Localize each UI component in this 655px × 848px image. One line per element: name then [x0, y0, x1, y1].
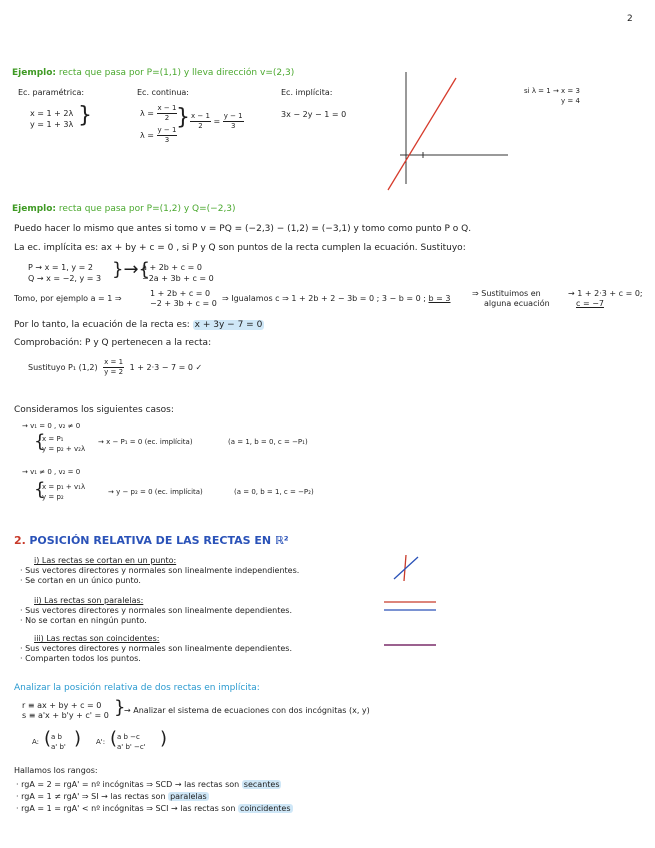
substitution-system: [142, 262, 214, 284]
intersecting-lines-icon: [380, 553, 440, 583]
cont-eq-den1: 2: [198, 122, 203, 130]
take-system: [150, 289, 217, 309]
take-result: [568, 289, 643, 309]
rank-case3: [16, 803, 293, 815]
substitution-points: [28, 262, 101, 284]
param-equations: [30, 108, 73, 130]
page-number: 2: [627, 14, 633, 24]
continuous-title: Ec. continua:: [137, 88, 189, 97]
conclusion-text: Por lo tanto, la ecuación de la recta es:: [14, 320, 190, 330]
case2-system: [42, 482, 85, 502]
case1-coef: (a = 1, b = 0, c = −P₁): [228, 438, 308, 446]
matrix-ap: [117, 732, 146, 752]
take-res-text: → 1 + 2·3 + c = 0;: [568, 289, 643, 298]
case2-result: → y − p₂ = 0 (ec. implícita): [108, 488, 203, 496]
cont-eq-frac2: [223, 112, 244, 131]
take-sub2-text: alguna ecuación: [484, 299, 550, 308]
example-line: [388, 78, 456, 190]
case-ii-bullet1: · Sus vectores directores y normales son linealmente dependientes.: [20, 606, 292, 615]
example1-label: Ejemplo:: [12, 68, 57, 78]
matrix-ap-paren-left: (: [110, 728, 118, 749]
continuous-brace: }: [176, 105, 190, 130]
example2-line1: Puedo hacer lo mismo que antes si tomo v = PQ = (−2,3) − (1,2) = (−3,1) y tomo como punto P o Q.: [14, 224, 472, 234]
system-eq2: −2a + 3b + c = 0: [142, 274, 214, 283]
example2-text: recta que pasa por P=(1,2) y Q=(−2,3): [58, 204, 236, 214]
system-arrow-brace: }→{: [112, 259, 150, 280]
coincident-lines-icon: [384, 640, 444, 650]
section2-heading: [14, 534, 289, 547]
lambda2-label: λ =: [140, 131, 154, 140]
example2-line2: La ec. implícita es: ax + by + c = 0 , si P y Q son puntos de la recta cumplen la ecuación. Sustituyo:: [14, 243, 466, 253]
example2-label: Ejemplo:: [12, 204, 57, 214]
b-result: b = 3: [428, 294, 451, 303]
case1-system: [42, 434, 85, 454]
cont-eq-frac1: [190, 112, 211, 131]
case-ii-block: [20, 596, 292, 626]
case-i-bullet1: · Sus vectores directores y normales son linealmente independientes.: [20, 566, 300, 575]
fraction-x-num: x − 1: [157, 104, 177, 112]
case1-result: → x − P₁ = 0 (ec. implícita): [98, 438, 193, 446]
take-middle: [222, 294, 451, 303]
case-i-block: [20, 556, 299, 586]
take-eq2: −2 + 3b + c = 0: [150, 299, 217, 308]
check-arrow-top: x = 1: [104, 358, 124, 366]
line-s-equation: s ≡ a'x + b'y + c' = 0: [22, 711, 109, 720]
implicit-title: Ec. implícita:: [281, 88, 333, 97]
cont-eq-mid: =: [213, 117, 221, 126]
rank3-highlight: coincidentes: [240, 804, 291, 813]
matrix-ap-row2: a' b' −c': [117, 743, 146, 751]
system-eq1: a + 2b + c = 0: [142, 263, 202, 272]
fraction-x-den: 2: [164, 114, 170, 122]
case-iii-block: [20, 634, 292, 664]
case-iii-title: iii) Las rectas son coincidentes:: [34, 634, 160, 643]
case-ii-bullet2: · No se cortan en ningún punto.: [20, 616, 147, 625]
rank3-text: · rgA = 1 = rgA' < nº incógnitas ⇒ SCI → las rectas son: [16, 804, 236, 813]
cont-eq-num2: y − 1: [223, 112, 243, 120]
case1-y: y = p₂ + v₂λ: [42, 445, 86, 453]
analysis-title: Analizar la posición relativa de dos rectas en implícita:: [14, 683, 260, 693]
section2-title: POSICIÓN RELATIVA DE LAS RECTAS EN ℝ²: [29, 534, 289, 547]
take-substitute: [472, 289, 550, 309]
matrix-a-paren-right: ): [74, 728, 82, 749]
continuous-equation: [190, 112, 244, 131]
matrix-ap-label: A':: [96, 738, 106, 746]
case-i-title: i) Las rectas se cortan en un punto:: [34, 556, 177, 565]
matrix-ap-row1: a b −c: [117, 733, 140, 741]
matrix-a-row2: a' b': [51, 743, 66, 751]
implicit-equation: 3x − 2y − 1 = 0: [281, 110, 347, 119]
matrix-a-row1: a b: [51, 733, 62, 741]
analysis-arrow-text: → Analizar el sistema de ecuaciones con dos incógnitas (x, y): [124, 706, 370, 715]
check-line: [28, 358, 202, 377]
conclusion: [14, 320, 264, 330]
rank2-text: · rgA = 1 ≠ rgA' ⇒ SI → las rectas son: [16, 792, 166, 801]
case1-x: x = P₁: [42, 435, 64, 443]
fraction-x: [157, 104, 178, 123]
graph-note-1: si λ = 1 → x = 3: [524, 87, 580, 95]
ranks-title: Hallamos los rangos:: [14, 766, 98, 775]
continuous-lambda2: [140, 126, 177, 145]
rank1-text: · rgA = 2 = rgA' = nº incógnitas ⇒ SCD → las rectas son: [16, 780, 240, 789]
case-ii-title: ii) Las rectas son paralelas:: [34, 596, 144, 605]
matrix-a-label: A:: [32, 738, 40, 746]
param-title: Ec. paramétrica:: [18, 88, 85, 97]
case-iii-bullet2: · Comparten todos los puntos.: [20, 654, 141, 663]
rank1-highlight: secantes: [243, 780, 280, 789]
cases-title: Consideramos los siguientes casos:: [14, 405, 174, 415]
graph-note: [524, 86, 580, 106]
case2-y: y = p₂: [42, 493, 64, 501]
parallel-lines-icon: [384, 598, 444, 618]
check-arrow-bot: y = 2: [104, 368, 124, 376]
cont-eq-num1: x − 1: [191, 112, 210, 120]
continuous-lambda1: [140, 104, 177, 123]
case2-x: x = p₁ + v₁λ: [42, 483, 86, 491]
matrix-a-paren-left: (: [44, 728, 52, 749]
cont-eq-den2: 3: [230, 122, 236, 130]
fraction-y-num: y − 1: [157, 126, 177, 134]
point-q-subst: Q → x = −2, y = 3: [28, 274, 102, 283]
case-i-bullet2: · Se cortan en un único punto.: [20, 576, 141, 585]
ranks-list: [16, 779, 293, 815]
case2-condition: → v₁ ≠ 0 , v₂ = 0: [22, 468, 81, 476]
analysis-brace: }: [114, 697, 126, 718]
param-x: x = 1 + 2λ: [30, 109, 74, 118]
fraction-y: [157, 126, 178, 145]
take-a-prefix: Tomo, por ejemplo a = 1 ⇒: [14, 294, 122, 303]
example2-heading: [12, 204, 236, 214]
case1-brace: {: [34, 431, 46, 452]
rank-case2: [16, 791, 293, 803]
param-brace: }: [78, 103, 92, 128]
take-sub-text: ⇒ Sustituimos en: [472, 289, 541, 298]
section2-number: 2.: [14, 534, 26, 547]
rank2-highlight: paralelas: [170, 792, 207, 801]
check-arrow: [103, 358, 124, 377]
line-r-equation: r ≡ ax + by + c = 0: [22, 701, 102, 710]
case2-brace: {: [34, 479, 46, 500]
param-y: y = 1 + 3λ: [30, 120, 74, 129]
analysis-system: [22, 701, 109, 721]
rank-case1: [16, 779, 293, 791]
example1-text: recta que pasa por P=(1,1) y lleva dirección v=(2,3): [58, 68, 295, 78]
check-result: 1 + 2·3 − 7 = 0 ✓: [129, 363, 203, 372]
case1-condition: → v₁ = 0 , v₂ ≠ 0: [22, 422, 81, 430]
fraction-y-den: 3: [164, 136, 170, 144]
take-eq1: 1 + 2b + c = 0: [150, 289, 211, 298]
matrix-a: [51, 732, 66, 752]
graph-note-2: y = 4: [561, 97, 580, 105]
example1-heading: [12, 68, 294, 78]
take-mid-text: ⇒ Igualamos c ⇒ 1 + 2b + 2 − 3b = 0 ; 3 − b = 0 ;: [222, 294, 426, 303]
case-iii-bullet1: · Sus vectores directores y normales son linealmente dependientes.: [20, 644, 292, 653]
conclusion-equation: x + 3y − 7 = 0: [194, 320, 263, 330]
lambda1-label: λ =: [140, 109, 154, 118]
check-sub-text: Sustituyo P₁ (1,2): [28, 363, 98, 372]
c-result: c = −7: [576, 299, 604, 308]
check-title: Comprobación: P y Q pertenecen a la recta:: [14, 338, 212, 348]
line-graph: [380, 68, 520, 198]
matrix-ap-paren-right: ): [160, 728, 168, 749]
point-p-subst: P → x = 1, y = 2: [28, 263, 93, 272]
case2-coef: (a = 0, b = 1, c = −P₂): [234, 488, 314, 496]
